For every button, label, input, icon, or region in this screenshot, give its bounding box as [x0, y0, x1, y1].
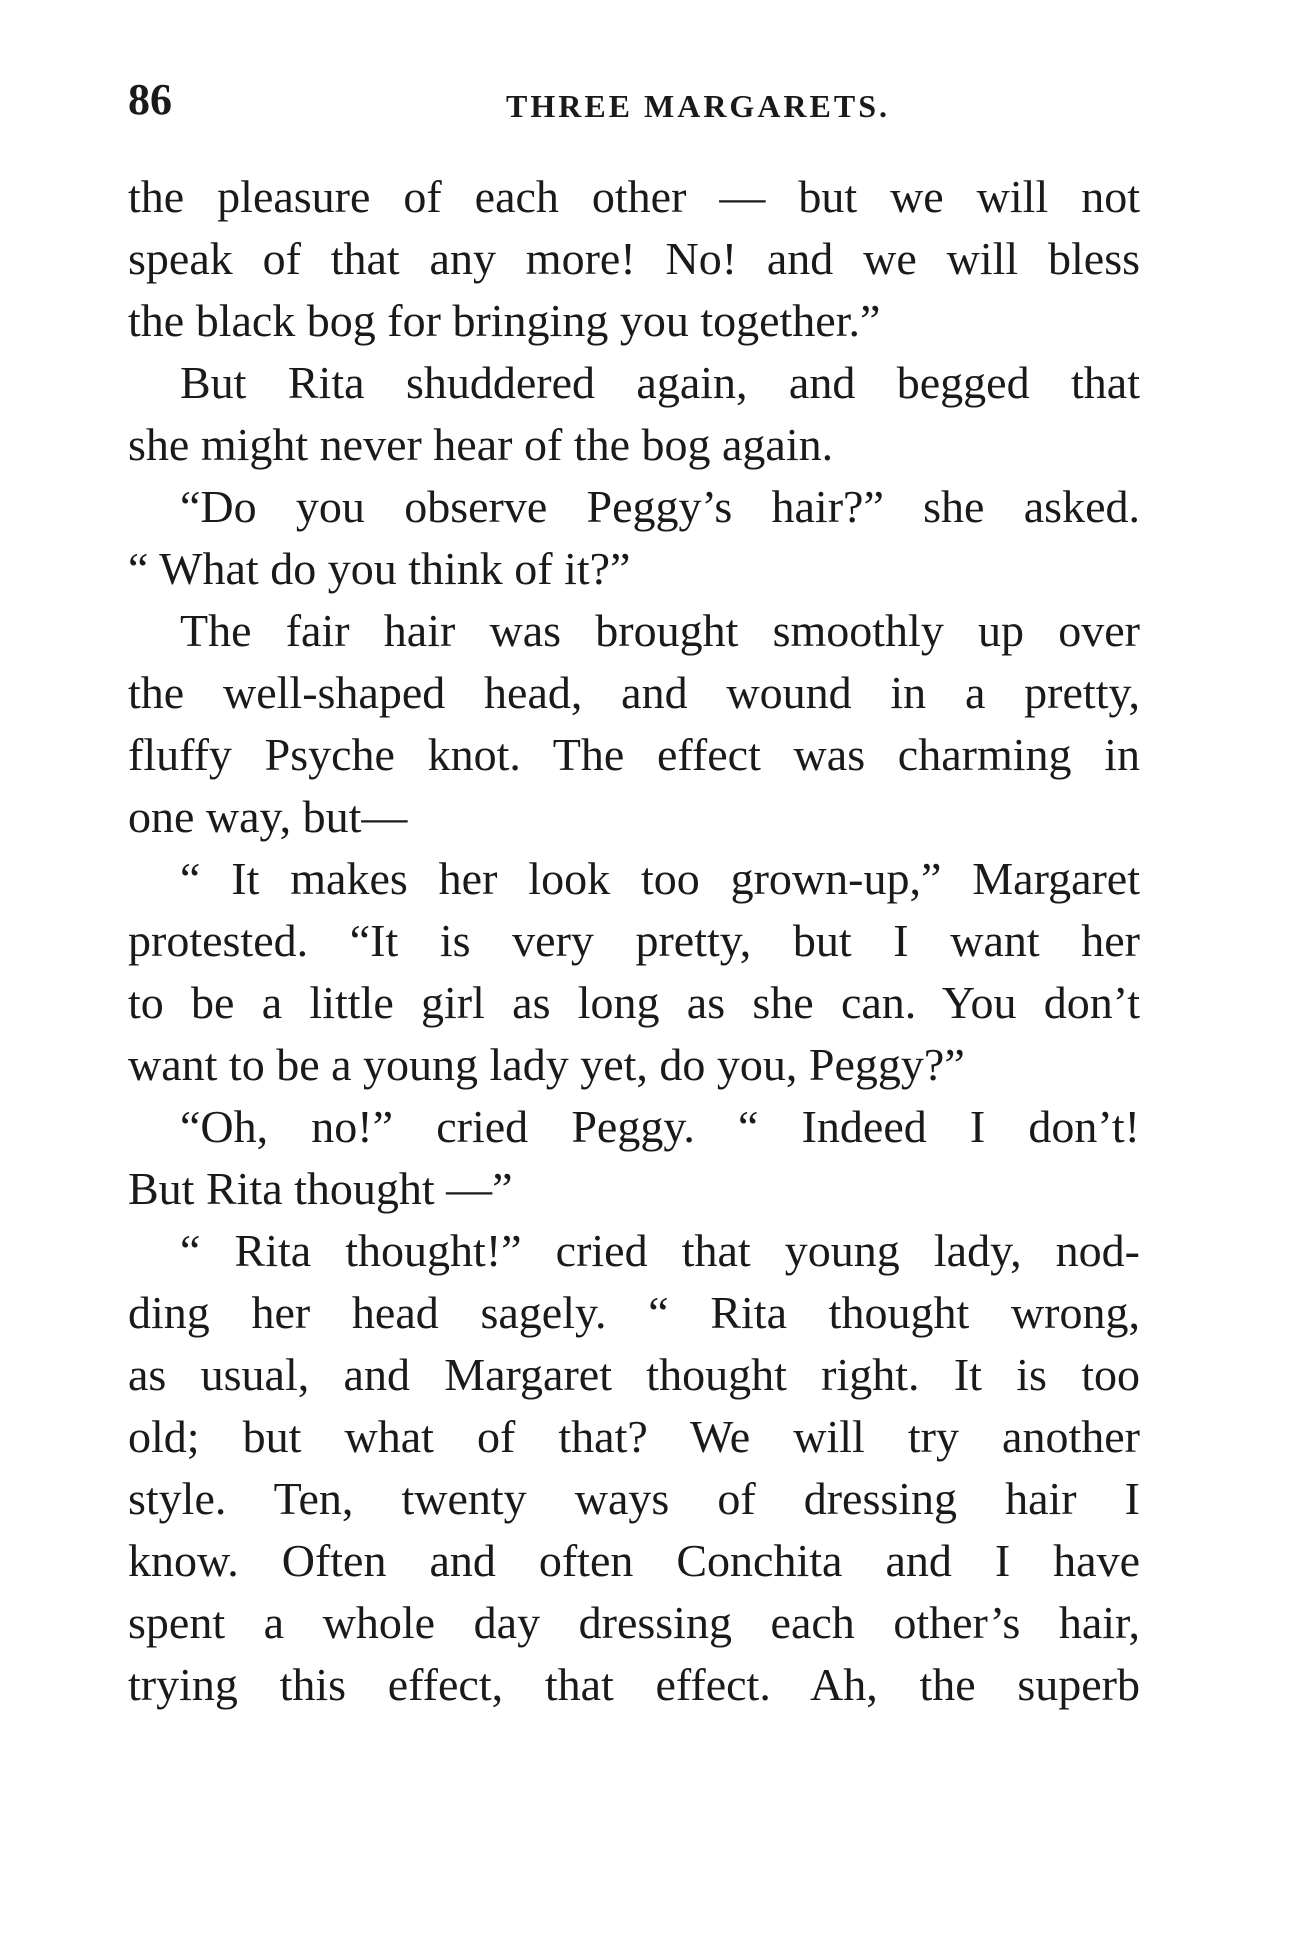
text-line: one way, but—: [128, 791, 408, 842]
text-line: know. Often and often Conchita and I have: [128, 1535, 1140, 1586]
text-line: “Do you observe Peggy’s hair?” she asked.: [180, 481, 1140, 532]
text-line: “Oh, no!” cried Peggy. “ Indeed I don’t!: [180, 1101, 1140, 1152]
text-line: the pleasure of each other — but we will not: [128, 171, 1140, 222]
text-line: fluffy Psyche knot. The effect was charming in: [128, 729, 1140, 780]
running-title: THREE MARGARETS.: [505, 88, 891, 124]
text-line: speak of that any more! No! and we will bless: [128, 233, 1140, 284]
text-line: spent a whole day dressing each other’s hair,: [128, 1597, 1140, 1648]
text-line: “ It makes her look too grown-up,” Margaret: [180, 853, 1140, 904]
text-line: But Rita thought —”: [128, 1163, 513, 1214]
text-line: “ Rita thought!” cried that young lady, nod-: [180, 1225, 1140, 1276]
text-line: as usual, and Margaret thought right. It is too: [128, 1349, 1140, 1400]
text-line: old; but what of that? We will try another: [128, 1411, 1140, 1462]
text-line: the well-shaped head, and wound in a pretty,: [128, 667, 1140, 718]
text-line: the black bog for bringing you together.”: [128, 295, 881, 346]
text-line: to be a little girl as long as she can. You don’t: [128, 977, 1140, 1028]
page-number: 86: [128, 75, 172, 124]
text-line: trying this effect, that effect. Ah, the superb: [128, 1659, 1140, 1710]
text-line: ding her head sagely. “ Rita thought wrong,: [128, 1287, 1140, 1338]
text-line: she might never hear of the bog again.: [128, 419, 834, 470]
text-line: want to be a young lady yet, do you, Peggy?”: [128, 1039, 965, 1090]
text-line: protested. “It is very pretty, but I want her: [128, 915, 1140, 966]
text-line: “ What do you think of it?”: [128, 543, 631, 594]
body-text: [128, 166, 1140, 1716]
text-line: But Rita shuddered again, and begged that: [180, 357, 1140, 408]
text-line: style. Ten, twenty ways of dressing hair I: [128, 1473, 1140, 1524]
page-header: [128, 70, 1140, 130]
text-line: The fair hair was brought smoothly up over: [180, 605, 1140, 656]
